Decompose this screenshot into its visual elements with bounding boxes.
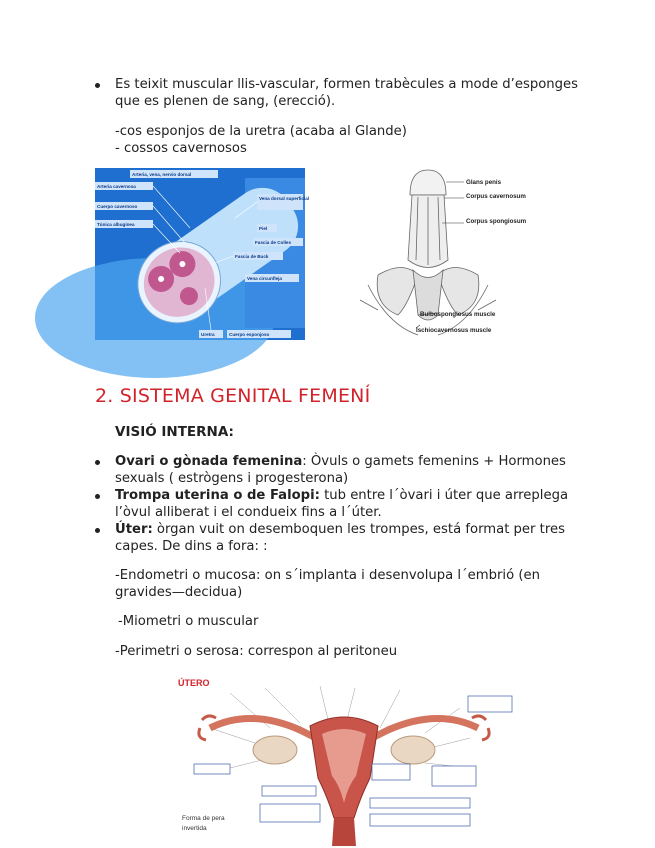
- penis-longitudinal-figure: [358, 165, 527, 340]
- label-tunica-albuginea: Túnica albugínea: [97, 222, 135, 227]
- uterus-title: ÚTERO: [178, 678, 210, 688]
- line-spongy-body: -cos esponjos de la uretra (acaba al Glande): [115, 124, 407, 139]
- line-cavernous-bodies: - cossos cavernosos: [115, 141, 247, 156]
- label-glans-penis: Glans penis: [466, 179, 502, 186]
- label-uretra: Uretra: [201, 332, 215, 337]
- section-heading: [95, 385, 370, 407]
- penis-cross-section-figure: [95, 168, 310, 340]
- layer-myometrium: -Miometri o muscular: [118, 614, 259, 629]
- bullet-text: tub entre l´òvari i úter que arreplega l’òvul alliberat i el condueix fins a l´úter.: [115, 488, 569, 520]
- bullet-term: Trompa uterina o de Falopi:: [115, 488, 320, 503]
- uterus-figure: [170, 668, 518, 846]
- subtitle: VISIÓ INTERNA:: [115, 424, 234, 440]
- label-ischiocavernosus: Ischiocavernosus muscle: [416, 327, 492, 334]
- bullet-text: : Òvuls o gamets femenins + Hormones sexuals ( estrògens i progesterona): [115, 454, 566, 486]
- label-cuerpo-esponjoso: Cuerpo esponjoso: [229, 332, 270, 337]
- bullet-term: Ovari o gònada femenina: [115, 454, 303, 469]
- label-corpus-spongiosum: Corpus spongiosum: [466, 218, 527, 225]
- bullet-text: òrgan vuit on desemboquen les trompes, está format per tres capes. De dins a fora: :: [115, 522, 565, 554]
- layer-endometrium-cont: gravides—decidua): [115, 585, 243, 600]
- section-number: 2.: [95, 385, 114, 407]
- bullet-text: Es teixit muscular llis-vascular, formen trabècules a mode d’esponges que es plenen de sang, (erecció).: [115, 77, 578, 109]
- bullet-dot: [95, 460, 100, 465]
- layer-perimetrium: -Perimetri o serosa: correspon al peritoneu: [115, 644, 398, 659]
- bullet-fallopian-tube: [95, 487, 595, 521]
- bullet-dot: [95, 83, 100, 88]
- label-arteria-vena-nervio: Arteria, vena, nervio dorsal: [132, 172, 192, 177]
- bullet-erectile-tissue: [95, 76, 595, 110]
- label-piel: Piel: [259, 226, 268, 231]
- label-bulbospongiosus: Bulbospongiosus muscle: [420, 311, 496, 318]
- section-title: SISTEMA GENITAL FEMENÍ: [119, 385, 371, 407]
- uterus-caption-line2: invertida: [182, 825, 207, 832]
- bullet-dot: [95, 494, 100, 499]
- bullet-term: Úter:: [115, 522, 153, 537]
- layer-endometrium: -Endometri o mucosa: on s´implanta i desenvolupa l´embrió (en: [115, 568, 540, 583]
- label-cuerpo-cavernoso: Cuerpo cavernoso: [97, 204, 138, 209]
- label-arteria-cavernosa: Arteria cavernosa: [97, 184, 136, 189]
- bullet-ovary: [95, 453, 595, 487]
- label-vena-circunfleja: Vena circunfleja: [247, 276, 282, 281]
- bullet-dot: [95, 528, 100, 533]
- label-vena-dorsal: Vena dorsal superficial: [259, 196, 310, 201]
- bullet-uterus: [95, 521, 595, 555]
- label-corpus-cavernosum: Corpus cavernosum: [466, 193, 526, 200]
- label-fascia-buck: Fascia de Buck: [235, 254, 269, 259]
- uterus-caption-line1: Forma de pera: [182, 815, 225, 822]
- label-fascia-colles: Fascia de Colles: [255, 240, 292, 245]
